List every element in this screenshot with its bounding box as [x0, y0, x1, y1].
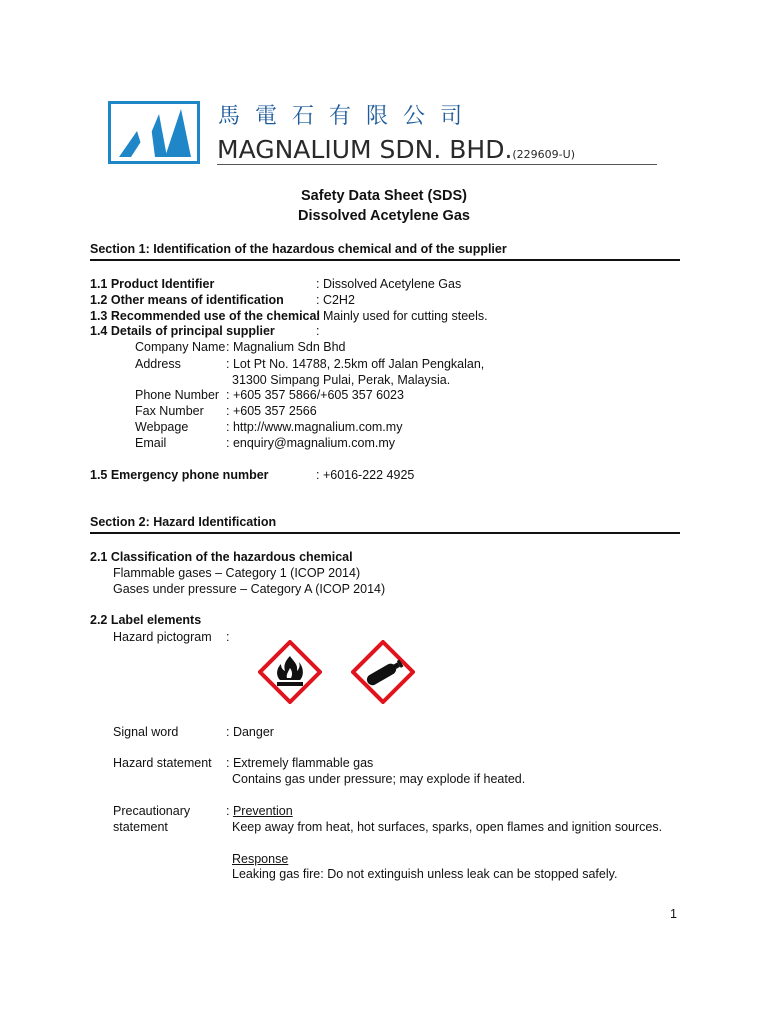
classification-item: Flammable gases – Category 1 (ICOP 2014)	[113, 566, 361, 580]
row-label: 1.3 Recommended use of the chemical	[90, 309, 320, 323]
row-value: : C2H2	[316, 293, 355, 307]
document-subtitle: Dissolved Acetylene Gas	[298, 208, 470, 224]
supplier-label: Webpage	[135, 420, 189, 434]
section1-rule	[90, 259, 680, 261]
section2-heading: Section 2: Hazard Identification	[90, 515, 277, 529]
response-heading: Response	[232, 852, 289, 866]
section1-heading: Section 1: Identification of the hazardous chemical and of the supplier	[90, 242, 507, 256]
row-value: : Mainly used for cutting steels.	[316, 309, 488, 323]
supplier-value: : +605 357 5866/+605 357 6023	[226, 388, 404, 402]
supplier-value: : +605 357 2566	[226, 404, 317, 418]
supplier-label: Email	[135, 436, 167, 450]
signal-word-value: : Danger	[226, 725, 274, 739]
company-name-text: MAGNALIUM SDN. BHD.	[217, 135, 513, 164]
precautionary-label-2: statement	[113, 820, 168, 834]
pictogram-colon: :	[226, 630, 230, 644]
gas-cylinder-icon	[351, 640, 415, 704]
company-chinese-name: 馬電石有限公司	[218, 104, 478, 129]
page-number: 1	[670, 907, 677, 921]
signal-word-label: Signal word	[113, 725, 179, 739]
supplier-value: : Lot Pt No. 14788, 2.5km off Jalan Pengkalan,	[226, 357, 485, 371]
supplier-value: 31300 Simpang Pulai, Perak, Malaysia.	[232, 373, 451, 387]
prevention-line	[226, 803, 293, 819]
prevention-colon: :	[226, 804, 233, 818]
company-logo	[108, 101, 200, 164]
supplier-webpage[interactable]: : http://www.magnalium.com.my	[226, 420, 403, 434]
classification-heading: 2.1 Classification of the hazardous chemical	[90, 550, 353, 564]
precautionary-label: Precautionary	[113, 804, 191, 818]
prevention-heading: Prevention	[232, 804, 293, 818]
emergency-label: 1.5 Emergency phone number	[90, 468, 269, 482]
label-elements-heading: 2.2 Label elements	[90, 613, 202, 627]
hazard-statement-line: : Extremely flammable gas	[226, 756, 374, 770]
company-registration: (229609-U)	[512, 148, 575, 161]
supplier-label: Fax Number	[135, 404, 204, 418]
prevention-text: Keep away from heat, hot surfaces, sparks, open flames and ignition sources.	[232, 820, 663, 834]
supplier-label: Address	[135, 357, 181, 371]
emergency-value: : +6016-222 4925	[316, 468, 415, 482]
flame-icon	[258, 640, 322, 704]
response-text: Leaking gas fire: Do not extinguish unless leak can be stopped safely.	[232, 867, 618, 881]
supplier-value: : Magnalium Sdn Bhd	[226, 340, 346, 354]
supplier-label: Company Name	[135, 340, 226, 354]
row-label: 1.1 Product Identifier	[90, 277, 215, 291]
section2-rule	[90, 532, 680, 534]
supplier-email[interactable]: : enquiry@magnalium.com.my	[226, 436, 395, 450]
row-label: 1.2 Other means of identification	[90, 293, 284, 307]
supplier-label: Phone Number	[135, 388, 220, 402]
hazard-statement-line: Contains gas under pressure; may explode if heated.	[232, 772, 526, 786]
hazard-statement-label: Hazard statement	[113, 756, 212, 770]
header-divider	[217, 164, 657, 165]
row-value: :	[316, 324, 320, 338]
row-value: : Dissolved Acetylene Gas	[316, 277, 462, 291]
row-label: 1.4 Details of principal supplier	[90, 324, 275, 338]
classification-item: Gases under pressure – Category A (ICOP 2014)	[113, 582, 386, 596]
pictogram-label: Hazard pictogram	[113, 630, 212, 644]
logo-mark-icon	[111, 104, 197, 161]
document-title: Safety Data Sheet (SDS)	[301, 188, 467, 204]
